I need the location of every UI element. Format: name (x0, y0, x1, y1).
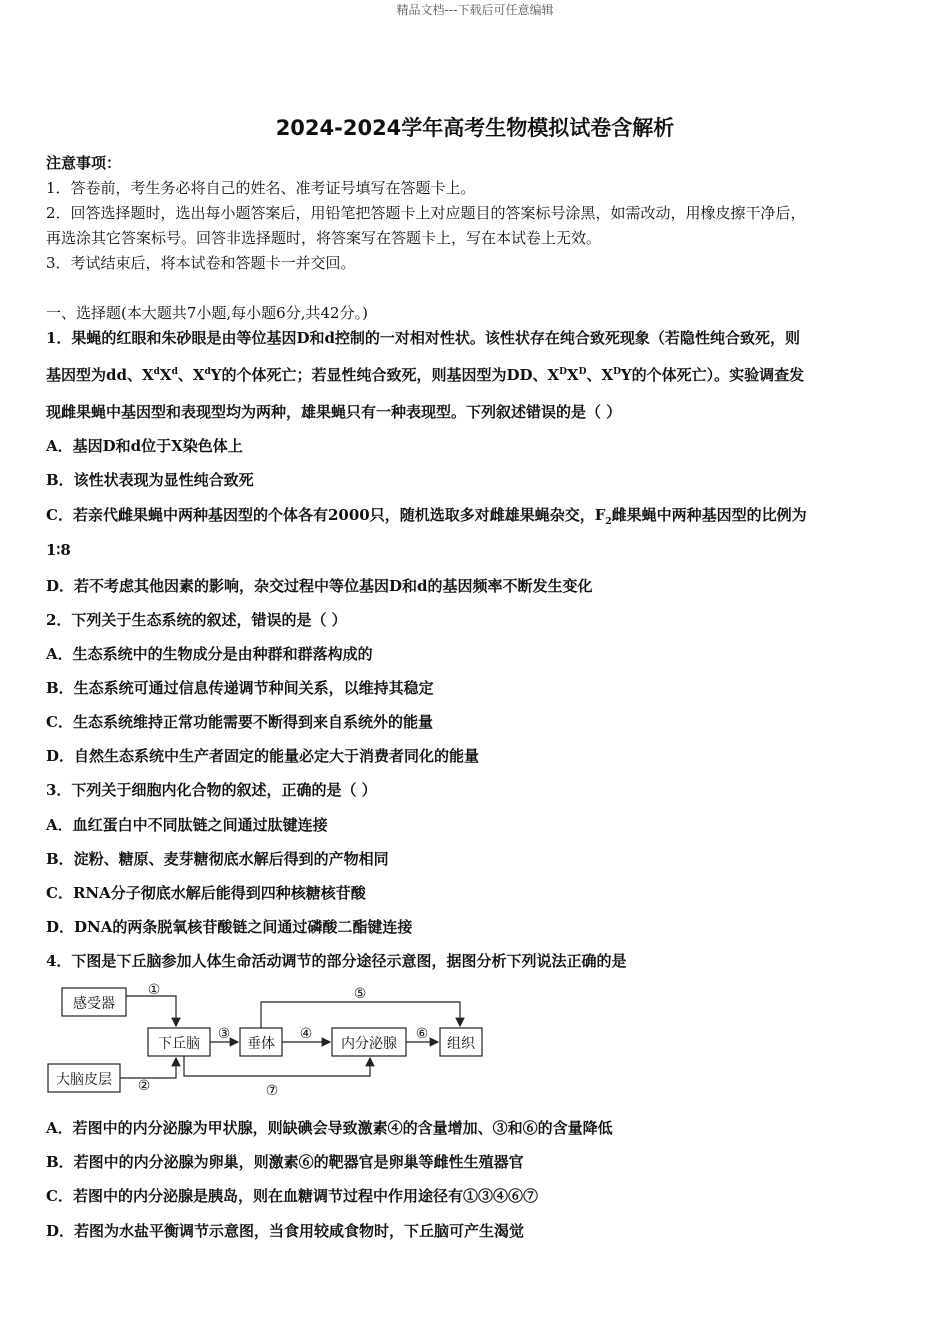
q3-stem: 3．下列关于细胞内化合物的叙述，正确的是（ ） (46, 781, 377, 799)
q2-option-a: A．生态系统中的生物成分是由种群和群落构成的 (46, 645, 373, 663)
arrow-7 (184, 1056, 370, 1076)
notice-heading: 注意事项： (46, 154, 122, 172)
q1-option-b: B．该性状表现为显性纯合致死 (46, 471, 254, 489)
marker-4: ④ (299, 1026, 313, 1042)
marker-3: ③ (217, 1026, 231, 1042)
q4-stem: 4．下图是下丘脑参加人体生命活动调节的部分途径示意图，据图分析下列说法正确的是 (46, 952, 627, 970)
q3-option-d: D．DNA的两条脱氧核苷酸链之间通过磷酸二酯键连接 (46, 918, 413, 936)
label-hypothalamus: 下丘脑 (158, 1036, 200, 1052)
q4-option-b: B．若图中的内分泌腺为卵巢，则激素⑥的靶器官是卵巢等雌性生殖器官 (46, 1153, 524, 1171)
marker-2: ② (137, 1078, 151, 1094)
notice-item-1: 1．答卷前，考生务必将自己的姓名、准考证号填写在答题卡上。 (46, 179, 476, 197)
q3-option-a: A．血红蛋白中不同肽链之间通过肽键连接 (46, 816, 328, 834)
arrow-5 (261, 1002, 460, 1028)
label-endocrine-gland: 内分泌腺 (341, 1036, 397, 1052)
arrow-1 (126, 996, 176, 1026)
label-pituitary: 垂体 (247, 1036, 275, 1052)
q4-option-d: D．若图为水盐平衡调节示意图，当食用较咸食物时，下丘脑可产生渴觉 (46, 1222, 525, 1240)
marker-5: ⑤ (353, 986, 367, 1002)
q2-option-b: B．生态系统可通过信息传递调节种间关系，以维持其稳定 (46, 679, 434, 697)
q1-option-c: C．若亲代雌果蝇中两种基因型的个体各有2000只，随机选取多对雌雄果蝇杂交，$F_2$雌果蝇中两种基因型的比例为 (46, 506, 807, 527)
q3-option-b: B．淀粉、糖原、麦芽糖彻底水解后得到的产物相同 (46, 850, 389, 868)
regulation-pathway-diagram (44, 978, 494, 1098)
marker-7: ⑦ (265, 1083, 279, 1098)
q1-option-a: A．基因D和d位于X染色体上 (46, 437, 243, 455)
notice-item-2-cont: 再选涂其它答案标号。回答非选择题时，将答案写在答题卡上，写在本试卷上无效。 (46, 229, 602, 247)
q4-option-a: A．若图中的内分泌腺为甲状腺，则缺碘会导致激素④的含量增加、③和⑥的含量降低 (46, 1119, 613, 1137)
q1-stem-line2: 基因型为dd、$X^dX^d$、$X^dY$的个体死亡；若显性纯合致死，则基因型为DD、$X^DX^D$、$X^DY$的个体死亡）。实验调查发 (46, 366, 805, 384)
label-tissue: 组织 (447, 1036, 475, 1052)
q1-option-d: D．若不考虑其他因素的影响，杂交过程中等位基因D和d的基因频率不断发生变化 (46, 577, 593, 595)
q2-stem: 2．下列关于生态系统的叙述，错误的是（ ） (46, 611, 347, 629)
q2-option-d: D．自然生态系统中生产者固定的能量必定大于消费者同化的能量 (46, 747, 480, 765)
section-heading: 一、选择题(本大题共7小题,每小题6分,共42分。) (46, 304, 368, 322)
notice-item-2: 2．回答选择题时，选出每小题答案后，用铅笔把答题卡上对应题目的答案标号涂黑，如需改动，用橡皮擦干净后， (46, 204, 806, 222)
arrow-2 (120, 1058, 176, 1078)
label-cerebral-cortex: 大脑皮层 (56, 1072, 112, 1088)
q1-stem-line1: 1．果蝇的红眼和朱砂眼是由等位基因D和d控制的一对相对性状。该性状存在纯合致死现象（若隐性纯合致死，则 (46, 329, 800, 347)
marker-6: ⑥ (415, 1026, 429, 1042)
header-note: 精品文档---下载后可任意编辑 (396, 3, 554, 17)
q1-stem-line3: 现雌果蝇中基因型和表现型均为两种，雄果蝇只有一种表现型。下列叙述错误的是（ ） (46, 403, 622, 421)
q3-option-c: C．RNA分子彻底水解后能得到四种核糖核苷酸 (46, 884, 366, 902)
page-title: 2024-2024学年高考生物模拟试卷含解析 (275, 116, 675, 140)
label-receptor: 感受器 (73, 996, 115, 1012)
notice-item-3: 3．考试结束后，将本试卷和答题卡一并交回。 (46, 254, 356, 272)
q1-option-c-cont: 1∶8 (46, 541, 71, 559)
q2-option-c: C．生态系统维持正常功能需要不断得到来自系统外的能量 (46, 713, 433, 731)
q4-option-c: C．若图中的内分泌腺是胰岛，则在血糖调节过程中作用途径有①③④⑥⑦ (46, 1187, 538, 1205)
marker-1: ① (147, 982, 161, 998)
